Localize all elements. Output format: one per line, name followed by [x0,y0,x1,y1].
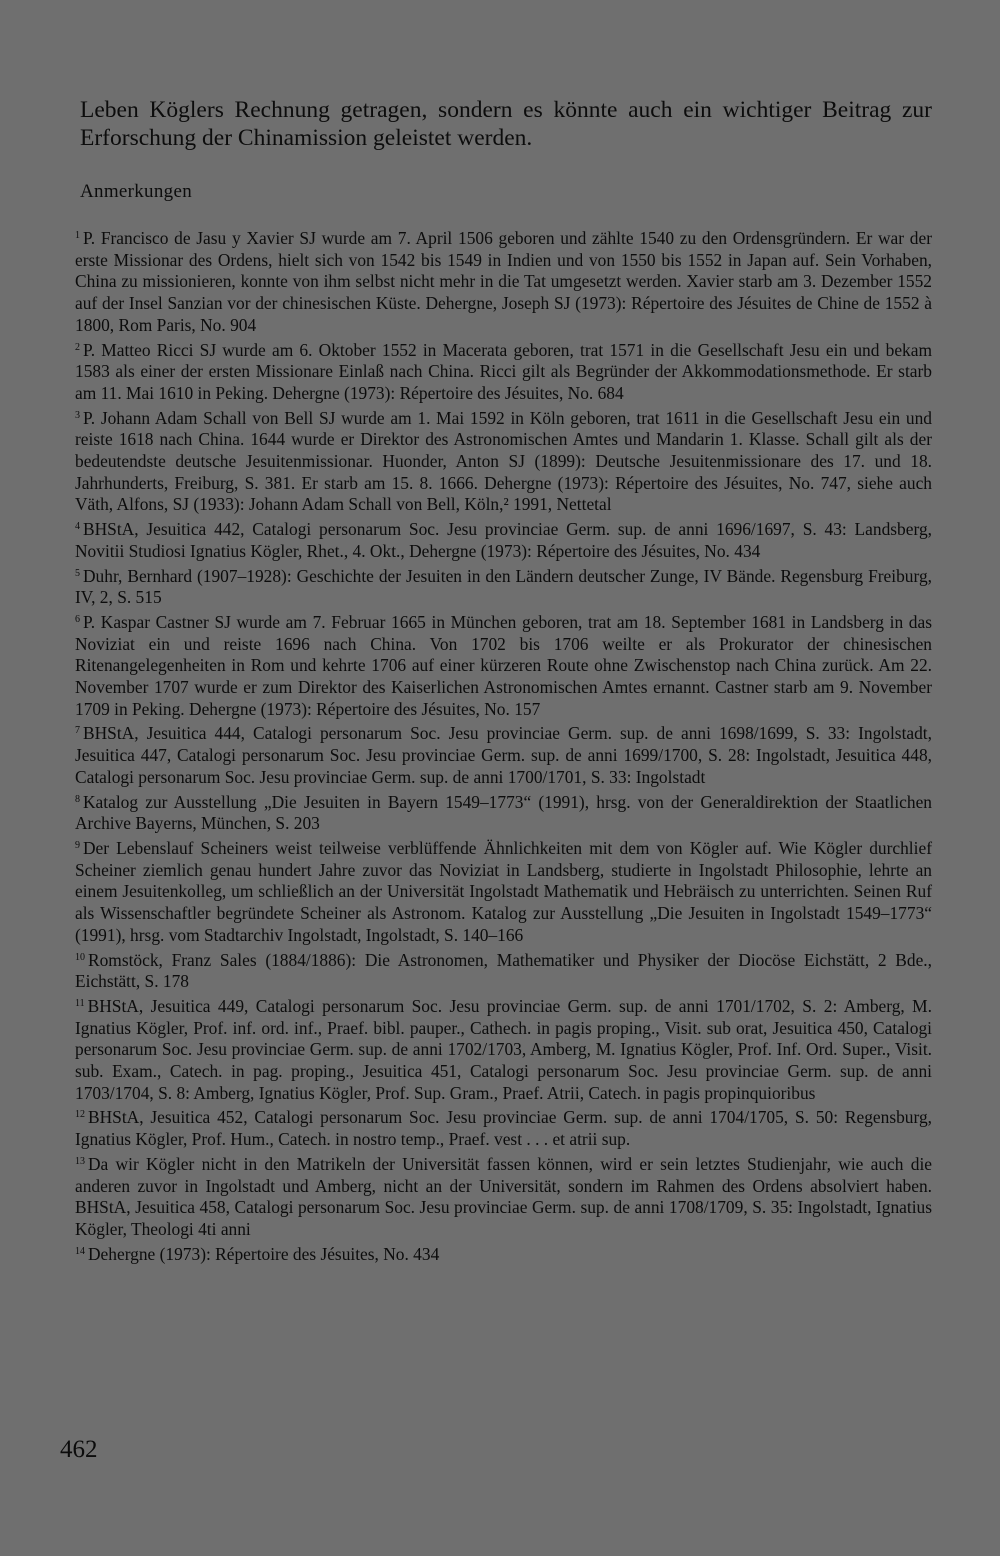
footnotes-list [75,225,932,1265]
footnote [75,789,932,835]
footnote [75,993,932,1105]
footnote-number: 8 [75,793,80,805]
footnote-number: 7 [75,725,80,737]
footnote-text: BHStA, Jesuitica 444, Catalogi personarum Soc. Jesu provinciae Germ. sup. de anni 1698/1699, S. 33: Ingolstadt, Jesuitica 447, Catalogi personarum Soc. Jesu provinciae Germ. sup. de anni 1699/1700, S. 28: Ingolstadt, Jesuitica 448, Catalogi personarum Soc. Jesu provinciae Germ. sup. de anni 1700/1701, S. 33: Ingolstadt [75,723,932,787]
footnote-text: Der Lebenslauf Scheiners weist teilweise verblüffende Ähnlichkeiten mit dem von Kögler auf. Wie Kögler durchlief Scheiner ziemlich genau hundert Jahre zuvor das Noviziat in Landsberg, studierte in Ingolstadt Philosophie, lehrte an einem Jesuitenkolleg, um schließlich an der Universität Ingolstadt Mathematik und Hebräisch zu unterrichten. Seinen Ruf als Wissenschaftler begründete Scheiner als Astronom. Katalog zur Ausstellung „Die Jesuiten in Ingolstadt 1549–1773“ (1991), hrsg. vom Stadtarchiv Ingolstadt, Ingolstadt, S. 140–166 [75,837,932,945]
footnote-number: 14 [75,1245,85,1257]
footnote-number: 3 [75,409,80,421]
footnote [75,835,932,947]
footnote-number: 1 [75,230,80,241]
footnote-text: P. Matteo Ricci SJ wurde am 6. Oktober 1552 in Macerata geboren, trat 1571 in die Gesellschaft Jesu ein und bekam 1583 als einer der ersten Missionare Einlaß nach China. Ricci gilt als Begründer der Akkommodationsmethode. Er starb am 11. Mai 1610 in Peking. Dehergne (1973): Répertoire des Jésuites, No. 684 [75,339,932,403]
page-number: 462 [60,1436,98,1463]
intro-paragraph: Leben Köglers Rechnung getragen, sondern es könnte auch ein wichtiger Beitrag zur Erforschung der Chinamission geleistet werden. [80,96,932,151]
footnote [75,947,932,993]
footnote-text: BHStA, Jesuitica 442, Catalogi personarum Soc. Jesu provinciae Germ. sup. de anni 1696/1697, S. 43: Landsberg, Novitii Studiosi Ignatius Kögler, Rhet., 4. Okt., Dehergne (1973): Répertoire des Jésuites, No. 434 [75,519,932,561]
footnote [75,405,932,517]
footnote [75,516,932,562]
footnote-text: P. Kaspar Castner SJ wurde am 7. Februar 1665 in München geboren, trat am 18. September 1681 in Landsberg in das Noviziat ein und reiste 1696 nach China. Von 1702 bis 1706 weilte er als Prokurator der chinesischen Ritenangelegenheiten in Rom und kehrte 1706 auf einer kürzeren Route ohne Zwischenstop nach China zurück. Am 22. November 1707 wurde er zum Direktor des Kaiserlichen Astronomischen Amtes ernannt. Castner starb am 9. November 1709 in Peking. Dehergne (1973): Répertoire des Jésuites, No. 157 [75,611,932,719]
footnote-text: Romstöck, Franz Sales (1884/1886): Die Astronomen, Mathematiker und Physiker der Diocöse Eichstätt, 2 Bde., Eichstätt, S. 178 [75,949,932,992]
footnote [75,1151,932,1241]
footnote-text: P. Johann Adam Schall von Bell SJ wurde am 1. Mai 1592 in Köln geboren, trat 1611 in die Gesellschaft Jesu ein und reiste 1618 nach China. 1644 wurde er Direktor des Astronomischen Amtes und Mandarin 1. Klasse. Schall gilt als der bedeutendste deutsche Jesuitenmissionar. Huonder, Anton SJ (1899): Deutsche Jesuitenmissionare des 17. und 18. Jahrhunderts, Freiburg, S. 381. Er starb am 15. 8. 1666. Dehergne (1973): Répertoire des Jésuites, No. 747, siehe auch Väth, Alfons, SJ (1933): Johann Adam Schall von Bell, Köln,² 1991, Nettetal [75,407,932,515]
footnote [75,1241,932,1266]
footnote-text: P. Francisco de Jasu y Xavier SJ wurde am 7. April 1506 geboren und zählte 1540 zu den Ordensgründern. Er war der erste Missionar des Ordens, hielt sich von 1542 bis 1549 in Indien und von 1550 bis 1552 in Japan auf. Sein Vorhaben, China zu missionieren, konnte von ihm selbst nicht mehr in die Tat umgesetzt werden. Xavier starb am 3. Dezember 1552 auf der Insel Sanzian vor der chinesischen Küste. Dehergne, Joseph SJ (1973): Répertoire des Jésuites de Chine de 1552 à 1800, Rom Paris, No. 904 [75,228,932,335]
footnote-number: 2 [75,341,80,353]
footnote [75,225,932,337]
footnote-number: 13 [75,1155,85,1167]
footnote-text: BHStA, Jesuitica 452, Catalogi personarum Soc. Jesu provinciae Germ. sup. de anni 1704/1705, S. 50: Regensburg, Ignatius Kögler, Prof. Hum., Catech. in nostro temp., Praef. vest . . . et atrii sup. [75,1107,932,1150]
footnote-number: 9 [75,839,80,851]
footnote-number: 11 [75,997,85,1009]
footnote [75,609,932,721]
footnote-number: 10 [75,951,85,963]
footnote [75,337,932,405]
footnote-number: 12 [75,1109,85,1121]
footnote [75,563,932,609]
footnote-text: BHStA, Jesuitica 449, Catalogi personarum Soc. Jesu provinciae Germ. sup. de anni 1701/1702, S. 2: Amberg, M. Ignatius Kögler, Prof. inf. ord. inf., Praef. bibl. pauper., Cathech. in pagis proping., Visit. sub orat, Jesuitica 450, Catalogi personarum Soc. Jesu provinciae Germ. sup. de anni 1702/1703, Amberg, M. Ignatius Kögler, Prof. Inf. Ord. Super., Visit. sub. Exam., Catech. in pag. proping., Jesuitica 451, Catalogi personarum Soc. Jesu provinciae Germ. sup. de anni 1703/1704, S. 8: Amberg, Ignatius Kögler, Prof. Sup. Gram., Praef. Atrii, Catech. in pagis propinquioribus [75,995,932,1103]
footnote-text: Dehergne (1973): Répertoire des Jésuites, No. 434 [88,1243,440,1264]
notes-heading: Anmerkungen [80,181,192,202]
footnote-number: 5 [75,567,80,579]
footnote-number: 4 [75,521,80,533]
footnote [75,720,932,788]
footnote [75,1104,932,1150]
footnote-text: Duhr, Bernhard (1907–1928): Geschichte der Jesuiten in den Ländern deutscher Zunge, IV Bände. Regensburg Freiburg, IV, 2, S. 515 [75,565,932,608]
footnote-number: 6 [75,613,80,625]
footnote-text: Katalog zur Ausstellung „Die Jesuiten in Bayern 1549–1773“ (1991), hrsg. von der Generaldirektion der Staatlichen Archive Bayerns, München, S. 203 [75,791,932,834]
footnote-text: Da wir Kögler nicht in den Matrikeln der Universität fassen können, wird er sein letztes Studienjahr, wie auch die anderen zuvor in Ingolstadt und Amberg, nicht an der Universität, sondern im Rahmen des Ordens absolviert haben. BHStA, Jesuitica 458, Catalogi personarum Soc. Jesu provinciae Germ. sup. de anni 1708/1709, S. 35: Ingolstadt, Ignatius Kögler, Theologi 4ti anni [75,1153,932,1239]
